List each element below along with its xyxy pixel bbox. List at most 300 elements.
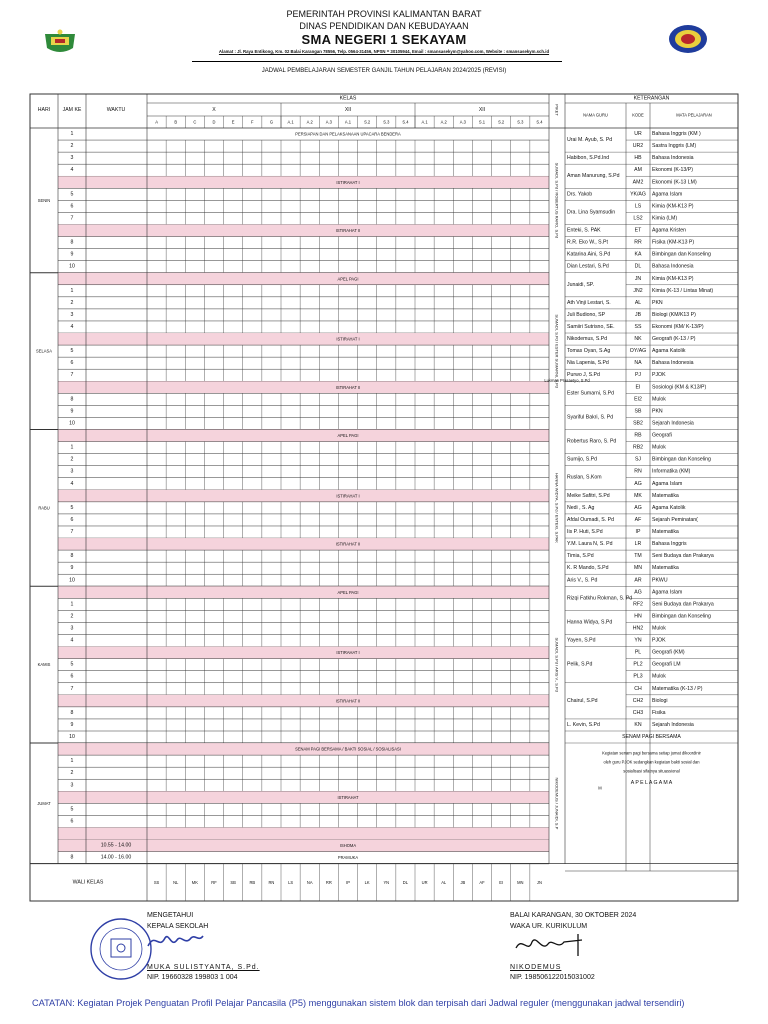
teacher-code: LS2: [633, 215, 643, 222]
subject-name: Geografi (K-13 / P): [652, 336, 696, 343]
subject-name: Sosiologi (KM & K13/P): [652, 384, 707, 391]
header-kelas: KELAS: [339, 95, 357, 102]
break-row: [58, 176, 549, 188]
subject-name: Bahasa Indonesia: [652, 155, 694, 162]
teacher-code: PJ: [634, 372, 642, 379]
sign-right-name: NIKODEMUS: [510, 964, 562, 971]
wali-code: JN: [536, 879, 542, 885]
teacher-code: PL3: [633, 673, 643, 680]
sign-left-nip: NIP. 19660328 199803 1 004: [147, 974, 238, 981]
subject-name: Mulok: [652, 444, 666, 451]
subject-name: Agama Katolik: [652, 348, 686, 355]
jam-number: 9: [70, 721, 74, 728]
break-row: [58, 791, 549, 803]
apel-agama-label: A P E L A G A M A: [630, 780, 673, 786]
teacher-code: AM: [634, 167, 642, 174]
wali-code: YN: [383, 879, 390, 885]
break-row: [58, 381, 549, 393]
wali-code: RN: [268, 879, 275, 885]
subject-name: PJOK: [652, 372, 666, 379]
wali-code: NL: [173, 879, 179, 885]
teacher-name: Meike Safitri, S.Pd: [567, 492, 610, 499]
subject-name: Mulok: [652, 396, 666, 403]
wali-code: AL: [441, 879, 447, 885]
jam-number: 4: [70, 323, 74, 330]
subject-name: Kimia (KM-K13 P): [652, 203, 694, 210]
teacher-code: YK/AG: [630, 191, 646, 198]
jam-number: 6: [70, 360, 74, 367]
teacher-name: Juli Budiono, SP: [567, 311, 606, 318]
wali-kelas-label: WALI KELAS: [72, 879, 104, 886]
teacher-code: CH: [634, 685, 642, 692]
teacher-code: MN: [633, 565, 643, 572]
teacher-code: NK: [634, 336, 642, 343]
teacher-code: AG: [634, 504, 642, 511]
header-group-1: XII: [344, 107, 352, 113]
senam-note: sosialisasi sifatnya situassional: [623, 768, 680, 774]
class-code-0: A: [155, 119, 158, 125]
header-kode: KODE: [632, 112, 644, 118]
sign-right-nip: NIP. 198506122015031002: [510, 974, 595, 981]
subject-name: Bahasa Inggris (KM ): [652, 131, 701, 138]
break-row: [58, 538, 549, 550]
teacher-name: Yayen, S.Pd: [567, 637, 596, 644]
jam-number: 8: [70, 239, 74, 246]
teacher-name: Afdal Oumadi, S. Pd: [567, 516, 614, 523]
subject-name: PKWU: [652, 577, 668, 584]
subject-name: Mulok: [652, 673, 666, 680]
teacher-name: Dra. Lina Syamsudin: [567, 209, 616, 216]
footer-note: CATATAN: Kegiatan Projek Penguatan Profil Pelajar Pancasila (P5) menggunakan sistem blok dan terpisah dari Jadwal reguler (menggunakan jadwal tersendiri): [32, 998, 685, 1008]
activity-label: ISTIRAHAT II: [335, 384, 361, 390]
wali-code: RR: [325, 879, 332, 885]
break-row: [58, 430, 549, 442]
school-address: Alamat : Jl. Raya Entikong, Km. 02 Balai Karangan 78556, Telp. 0564-31456, NPSN = 30105944, Email : smansasekym@yahoo.com, Website : smansasekym.sch.id: [218, 49, 550, 54]
teacher-code: RB: [634, 432, 642, 439]
sign-right-position: WAKA UR. KURIKULUM: [510, 923, 588, 930]
subject-name: Geografi (KM): [652, 649, 685, 656]
subject-name: Ekonomi (K-13 LM): [652, 179, 697, 186]
class-code-10: A.1: [344, 119, 352, 125]
jam-number: 2: [70, 143, 74, 150]
jam-number: 3: [70, 782, 74, 789]
jam-number: 4: [70, 480, 74, 487]
jam-number: 5: [70, 348, 74, 355]
subject-name: Matematika (K-13 / P): [652, 685, 703, 692]
subject-name: Matematika: [652, 529, 679, 536]
teacher-code: EI: [635, 384, 641, 391]
wali-code: DL: [402, 879, 409, 885]
teacher-name: Nia Lapenia, S.Pd: [567, 360, 609, 367]
subject-name: Geografi: [652, 432, 672, 439]
teacher-code: JN2: [633, 287, 643, 294]
class-code-3: D: [212, 119, 216, 125]
wali-code: IP: [346, 879, 350, 885]
wali-code: EI: [499, 879, 504, 885]
jam-number: 6: [70, 203, 74, 210]
jam-number: 2: [70, 613, 74, 620]
activity-label: ISTIRAHAT I: [336, 493, 360, 499]
jam-number: 7: [70, 372, 74, 379]
teacher-name: Dian Lestari, S.Pd: [567, 263, 609, 270]
teacher-code: NA: [634, 360, 642, 367]
teacher-code: UR: [634, 131, 642, 138]
teacher-name: Sumijo, S.Pd: [567, 456, 597, 463]
teacher-code: EI2: [634, 396, 642, 403]
subject-name: Kimia (K-13 / Lintas Minat): [652, 287, 714, 294]
subject-name: PJOK: [652, 637, 666, 644]
subject-name: Fisika (KM-K13 P): [652, 239, 695, 246]
header-jamke: JAM KE: [62, 107, 82, 113]
class-code-14: A.1: [421, 119, 428, 125]
day-name: JUMAT: [37, 800, 51, 806]
teacher-name: Rizqi Fatkhu Rokman, S. Pd: [567, 595, 633, 602]
class-code-6: G: [269, 119, 274, 125]
teacher-code: LS: [634, 203, 642, 210]
teacher-name: Y.M. Laura N, S. Pd: [567, 541, 613, 548]
break-row: [58, 827, 549, 839]
class-code-8: A.2: [306, 119, 313, 125]
activity-label: ISTIRAHAT II: [335, 698, 361, 704]
break-row: [58, 224, 549, 236]
teacher-code: HN: [634, 613, 642, 620]
jam-number: 1: [70, 758, 74, 765]
teacher-code: IP: [635, 529, 641, 536]
teacher-name: Purwo J, S.Pd: [567, 372, 600, 379]
jam-number: 3: [70, 311, 74, 318]
jam-number: 1: [70, 444, 74, 451]
subject-name: Bahasa Inggris: [652, 541, 687, 548]
teacher-name: Samiiri Sutrisno, SE.: [567, 323, 615, 330]
header-piket: PIKET: [554, 104, 560, 116]
class-code-5: F: [251, 119, 254, 125]
teacher-code: RB2: [632, 444, 644, 451]
subject-name: Ekonomi (K-13/P): [652, 167, 693, 174]
jam-number: 6: [70, 818, 74, 825]
subject-name: Agama Katolik: [652, 504, 686, 511]
teacher-name: Aman Manurung, S.Pd: [567, 173, 620, 180]
break-row: [58, 333, 549, 345]
sign-right-place-date: BALAI KARANGAN, 30 OKTOBER 2024: [510, 912, 637, 919]
teacher-code: KN: [634, 721, 642, 728]
activity-label: APEL PAGI: [337, 276, 359, 282]
jam-number: 8: [70, 709, 74, 716]
activity-label: ISTIRAHAT I: [336, 650, 360, 656]
header-mapel: MATA PELAJARAN: [676, 112, 712, 118]
wali-code: LK: [364, 879, 370, 885]
jam-number: 1: [70, 131, 74, 138]
class-code-18: S.2: [498, 119, 505, 125]
piket-teacher: SUMADI, S.Pd / ARIS V., S.Pd: [554, 637, 560, 692]
teacher-name: L. Kevin, S.Pd: [567, 721, 600, 728]
class-code-1: B: [174, 119, 178, 125]
teacher-code: AF: [634, 516, 642, 523]
teacher-name: Habibon, S.Pd.Ind: [567, 155, 610, 162]
jam-number: 7: [70, 529, 74, 536]
activity-label: ISTIRAHAT I: [336, 179, 360, 185]
jam-number: 8: [70, 553, 74, 560]
teacher-name: Urai M. Ayub, S. Pd: [567, 137, 613, 144]
teacher-name: Junaidi, SP.: [567, 281, 595, 288]
break-row: [58, 586, 549, 598]
jam-number: 6: [70, 673, 74, 680]
teacher-code: PL: [634, 649, 642, 656]
teacher-code: SS: [634, 323, 642, 330]
jam-number: 1: [70, 601, 74, 608]
teacher-code: PL2: [633, 661, 643, 668]
jam-number: 3: [70, 468, 74, 475]
activity-label: ISHOMA: [339, 843, 357, 849]
class-code-16: A.3: [459, 119, 466, 125]
jam-number: 4: [70, 637, 74, 644]
teacher-code: SB2: [633, 420, 643, 427]
subject-name: Biologi (KM/K13 P): [652, 311, 696, 318]
teacher-code: RR: [634, 239, 642, 246]
teacher-code: AM2: [632, 179, 644, 186]
jam-number: 5: [70, 806, 74, 813]
subject-name: Bimbingan dan Konseling: [652, 251, 711, 258]
jam-number: 9: [70, 565, 74, 572]
apel-marker: M: [598, 785, 602, 791]
subject-name: Geografi LM: [652, 661, 681, 668]
senam-title: SENAM PAGI BERSAMA: [622, 734, 681, 740]
subject-name: Sejarah Peminatan(: [652, 516, 698, 523]
teacher-code: HB: [634, 155, 642, 162]
break-row: [58, 840, 549, 852]
teacher-name: Ester Sumarni, S.Pd: [567, 390, 614, 397]
wali-code: MN: [517, 879, 524, 885]
class-code-2: C: [193, 119, 197, 125]
jam-number: 9: [70, 408, 74, 415]
teacher-code: CH3: [632, 709, 644, 716]
jam-number: 8: [70, 854, 74, 861]
activity-label: ISTIRAHAT: [337, 794, 359, 800]
teacher-name: Ath Vinji Lestari, S.: [567, 299, 611, 306]
subject-name: Bahasa Indonesia: [652, 263, 694, 270]
header-nama-guru: NAMA GURU: [583, 112, 608, 118]
piket-teacher: HANNA WIDYA, S.Pd / ENTEKI, S.PAK: [554, 472, 560, 543]
schedule-title: JADWAL PEMBELAJARAN SEMESTER GANJIL TAHUN PELAJARAN 2024/2025 (REVISI): [261, 68, 507, 74]
teacher-name: Hanna Widya, S.Pd: [567, 619, 613, 626]
teacher-code: MK: [634, 492, 642, 499]
jam-number: 2: [70, 456, 74, 463]
jam-number: 7: [70, 215, 74, 222]
subject-name: Bimbingan dan Konseling: [652, 613, 711, 620]
teacher-code: AG: [634, 480, 642, 487]
day-name: KAMIS: [37, 662, 51, 668]
class-code-13: S.4: [402, 119, 409, 125]
senam-note: oleh guru PJOK sedangkan kegiatan bakti sosial dan: [603, 759, 700, 765]
teacher-code: UR2: [632, 143, 644, 150]
subject-name: Informatika (KM): [652, 468, 691, 475]
teacher-code: ET: [634, 227, 642, 234]
teacher-code: KA: [634, 251, 642, 258]
subject-name: Kimia (LM): [652, 215, 678, 222]
teacher-code: YN: [634, 637, 642, 644]
subject-name: Fisika: [652, 709, 666, 716]
class-code-15: A.2: [440, 119, 447, 125]
teacher-code: JB: [634, 311, 642, 318]
jam-number: 3: [70, 155, 74, 162]
jam-number: 2: [70, 299, 74, 306]
teacher-code: DL: [634, 263, 642, 270]
subject-name: PKN: [652, 299, 663, 306]
teacher-name: Timia, S.Pd: [567, 553, 594, 560]
activity-label: PERSIAPAN DAN PELAKSANAAN UPACARA BENDERA: [295, 131, 401, 137]
activity-label: ISTIRAHAT I: [336, 336, 360, 342]
subject-name: Agama Islam: [652, 589, 683, 596]
activity-label: APEL PAGI: [337, 589, 359, 595]
header-waktu: WAKTU: [106, 107, 126, 113]
jam-number: 1: [70, 287, 74, 294]
teacher-name: Chairul, S.Pd: [567, 697, 598, 704]
class-code-9: A.3: [325, 119, 332, 125]
wali-code: LS: [288, 879, 294, 885]
activity-label: ISTIRAHAT II: [335, 228, 361, 234]
subject-name: Mulok: [652, 625, 666, 632]
piket-teacher: SUMADI, S.Pd / ROBERTUS RARO, S.Pd: [554, 162, 560, 239]
jam-number: 5: [70, 504, 74, 511]
teacher-name: Pelik, S.Pd: [567, 661, 593, 668]
wali-code: MK: [191, 879, 198, 885]
teacher-name: Nikodemus, S.Pd: [567, 336, 608, 343]
teacher-code: OY/AG: [629, 348, 647, 355]
sign-left-name: MUKA SULISTYANTA, S.Pd.: [147, 964, 260, 971]
subject-name: Seni Budaya dan Prakarya: [652, 553, 714, 560]
day-name: SELASA: [36, 348, 52, 354]
teacher-name: Nedi , S. Ag: [567, 504, 595, 511]
activity-label: ISTIRAHAT II: [335, 541, 361, 547]
day-name: SENIN: [37, 197, 51, 203]
time-slot: 14.00 - 16.00: [100, 854, 132, 861]
teacher-name: Robertus Raro, S. Pd: [567, 438, 617, 445]
activity-label: APEL PAGI: [337, 433, 359, 439]
teacher-name: Iis P. Huti, S.Pd: [567, 529, 603, 536]
wali-code: AF: [479, 879, 485, 885]
time-slot: 10.55 - 14.00: [100, 842, 132, 849]
subject-name: Bahasa Indonesia: [652, 360, 694, 367]
wali-code: SS: [153, 879, 160, 885]
jam-number: 9: [70, 251, 74, 258]
class-code-7: A.1: [287, 119, 294, 125]
class-code-19: S.3: [517, 119, 524, 125]
wali-code: RB: [249, 879, 256, 885]
teacher-code: LR: [634, 541, 642, 548]
jam-number: 4: [70, 167, 74, 174]
jam-number: 10: [69, 263, 75, 270]
teacher-code: SJ: [634, 456, 642, 463]
teacher-name: R.R. Eko W., S.Pt: [567, 239, 608, 246]
break-row: [58, 490, 549, 502]
subject-name: Sastra Inggris (LM): [652, 143, 697, 150]
subject-name: Kimia (KM-K13 P): [652, 275, 694, 282]
header-group-0: X: [212, 107, 216, 113]
activity-label: PRAMUKA: [337, 855, 359, 861]
subject-name: Sejarah Indonesia: [652, 721, 694, 728]
jam-number: 8: [70, 396, 74, 403]
subject-name: Bimbingan dan Konseling: [652, 456, 711, 463]
day-name: RABU: [38, 505, 50, 511]
wali-code: SB: [230, 879, 236, 885]
class-code-12: S.3: [383, 119, 390, 125]
teacher-code: CH2: [632, 697, 644, 704]
wali-code: JB: [460, 879, 466, 885]
teacher-code: RN: [634, 468, 642, 475]
teacher-name: Tomas Oyan, S.Ag: [567, 348, 611, 355]
teacher-name: Katarina Aini, S.Pd: [567, 251, 611, 258]
break-row: [58, 273, 549, 285]
teacher-name: Aris V., S. Pd: [567, 577, 598, 584]
teacher-name: K. R Mando, S.Pd: [567, 565, 609, 572]
subject-name: Matematika: [652, 565, 679, 572]
teacher-name-extra: Lukman Prasaetyo, S.Pd: [544, 377, 590, 383]
header-hari: HARI: [37, 107, 51, 113]
wali-code: RF: [211, 879, 217, 885]
subject-name: Matematika: [652, 492, 679, 499]
subject-name: Agama Islam: [652, 480, 683, 487]
teacher-name: Ruslan, S.Kom: [567, 474, 602, 481]
subject-name: Ekonomi (KM/ K-13/P): [652, 323, 704, 330]
teacher-name: Enteki, S. PAK: [567, 227, 601, 234]
sign-left-heading: MENGETAHUI: [147, 912, 194, 919]
senam-note: Kegiatan senam pagi bersama setiap jumat dikoordinir: [602, 750, 701, 756]
jam-number: 7: [70, 685, 74, 692]
teacher-name: Syariful Bakri, S. Pd: [567, 414, 614, 421]
jam-number: 10: [69, 577, 75, 584]
class-code-20: S.4: [536, 119, 543, 125]
piket-teacher: NIKODEMUS / JUNAIDI, S.P: [554, 777, 560, 830]
sign-left-position: KEPALA SEKOLAH: [147, 923, 209, 930]
jam-number: 5: [70, 191, 74, 198]
teacher-code: AR: [634, 577, 642, 584]
activity-label: SENAM PAGI BERSAMA / BAKTI SOSIAL / SOSIALISASI: [295, 746, 401, 752]
subject-name: Sejarah Indonesia: [652, 420, 694, 427]
piket-teacher: SUMADI, S.Pd / ESTER SUMARNI, S.Pd: [554, 314, 560, 388]
jam-number: 10: [69, 420, 75, 427]
teacher-code: SB: [634, 408, 642, 415]
school-name: SMA NEGERI 1 SEKAYAM: [301, 32, 467, 47]
jam-number: 2: [70, 770, 74, 777]
teacher-code: AG: [634, 589, 642, 596]
subject-name: Agama Kristen: [652, 227, 687, 234]
class-code-4: E: [231, 119, 235, 125]
teacher-code: JN: [634, 275, 642, 282]
header-group-2: XII: [478, 107, 486, 113]
header-province: PEMERINTAH PROVINSI KALIMANTAN BARAT: [286, 9, 482, 19]
jam-number: 5: [70, 661, 74, 668]
wali-code: UR: [421, 879, 428, 885]
header-keterangan: KETERANGAN: [633, 95, 670, 102]
header-department: DINAS PENDIDIKAN DAN KEBUDAYAAN: [299, 21, 469, 31]
subject-name: Seni Budaya dan Prakarya: [652, 601, 714, 608]
wali-code: NA: [306, 879, 313, 885]
teacher-code: TM: [634, 553, 642, 560]
jam-number: 3: [70, 625, 74, 632]
jam-number: 10: [69, 734, 75, 741]
teacher-code: HN2: [632, 625, 644, 632]
teacher-code: AL: [634, 299, 642, 306]
class-code-11: S.2: [364, 119, 371, 125]
break-row: [58, 647, 549, 659]
subject-name: Agama Islam: [652, 191, 683, 198]
teacher-name: Drs. Yakob: [567, 191, 593, 198]
subject-name: PKN: [652, 408, 663, 415]
class-code-17: S.1: [478, 119, 486, 125]
break-row: [58, 695, 549, 707]
subject-name: Biologi: [652, 697, 668, 704]
jam-number: 6: [70, 516, 74, 523]
teacher-code: RF2: [633, 601, 643, 608]
